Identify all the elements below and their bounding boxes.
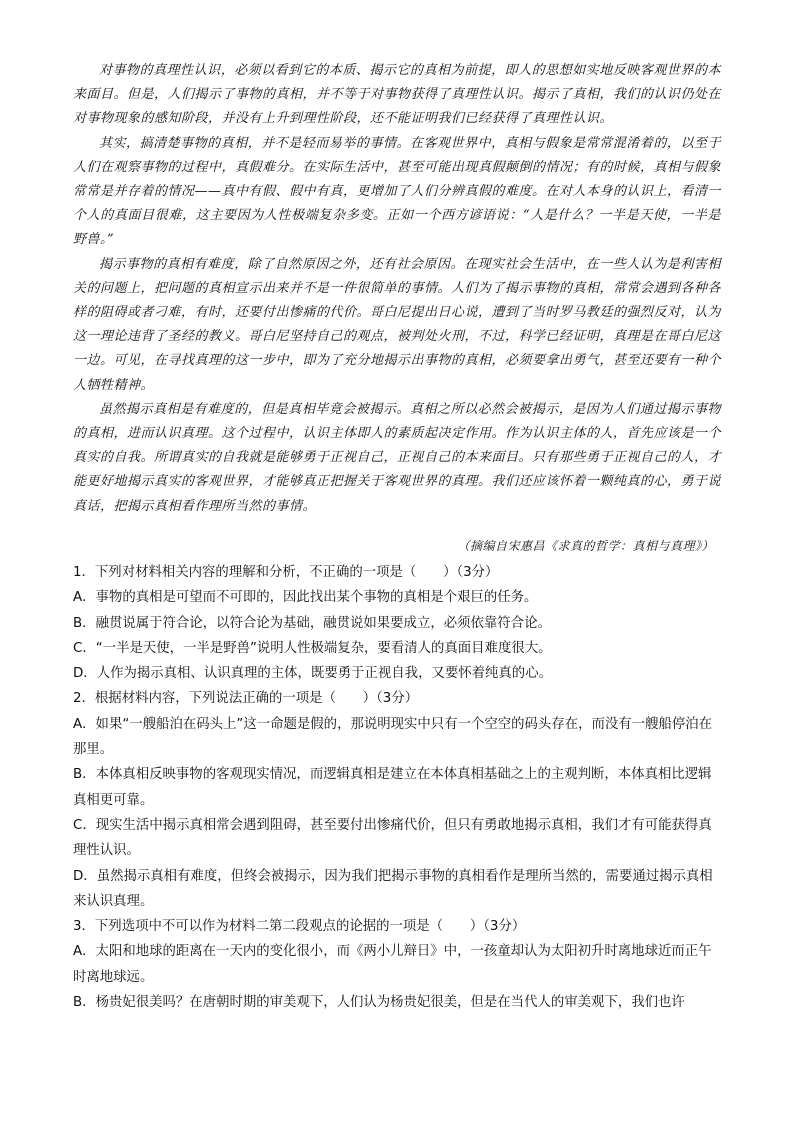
question-1-option-c[interactable]: C．“一半是天使，一半是野兽”说明人性极端复杂，要看清人的真面目难度很大。 [73,640,552,656]
passage-paragraph-4: 虽然揭示真相是有难度的，但是真相毕竟会被揭示。真相之所以必然会被揭示，是因为人们通过揭示事物的真相，进而认识真理。这个过程中，认识主体即人的素质起决定作用。作为认识主体的人，首先应该是一个真实的自我。所谓真实的自我就是能够勇于正视自己，正视自己的本来面目。只有那些勇于正视自己的人，才能更好地揭示真实的客观世界，才能够真正把握关于客观世界的真理。我们还应该怀着一颗纯真的心，勇于说真话，把揭示真相看作理所当然的事情。 [73,401,722,514]
question-1-option-a[interactable]: A．事物的真相是可望而不可即的，因此找出某个事物的真相是个艰巨的任务。 [73,590,538,606]
passage-paragraph-2: 其实，搞清楚事物的真相，并不是轻而易举的事情。在客观世界中，真相与假象是常常混淆着的，以至于人们在观察事物的过程中，真假难分。在实际生活中，甚至可能出现真假颠倒的情况；有的时候，真相与假象常常是并存着的情况——真中有假、假中有真，更增加了人们分辨真假的难度。在对人本身的认识上，看清一个人的真面目很难，这主要因为人性极端复杂多变。正如一个西方谚语说：“人是什么？一半是天使，一半是野兽。” [73,135,722,248]
passage-source: （摘编自宋惠昌《求真的哲学：真相与真理》） [457,539,714,553]
question-2-option-c[interactable]: C．现实生活中揭示真相常会遇到阻碍，甚至要付出惨痛代价，但只有勇敢地揭示真相，我们才有可能获得真理性认识。 [73,817,712,859]
question-2-option-a[interactable]: A．如果“一艘船泊在码头上”这一命题是假的，那说明现实中只有一个空空的码头存在，而没有一艘船停泊在那里。 [73,716,712,758]
question-1-option-d[interactable]: D．人作为揭示真相、认识真理的主体，既要勇于正视自我，又要怀着纯真的心。 [73,666,552,682]
question-2-option-d[interactable]: D．虽然揭示真相有难度，但终会被揭示，因为我们把揭示事物的真相看作是理所当然的，需要通过揭示真相来认识真理。 [73,868,713,909]
question-3-option-b[interactable]: B．杨贵妃很美吗？在唐朝时期的审美观下，人们认为杨贵妃很美，但是在当代人的审美观下，我们也许 [73,995,685,1011]
passage-paragraph-1: 对事物的真理性认识，必须以看到它的本质、揭示它的真相为前提，即人的思想如实地反映客观世界的本来面目。但是，人们揭示了事物的真相，并不等于对事物获得了真理性认识。揭示了真相，我们的认识仍处在对事物现象的感知阶段，并没有上升到理性阶段，还不能证明我们已经获得了真理性认识。 [73,63,722,127]
question-1-stem: 1．下列对材料相关内容的理解和分析，不正确的一项是（ ）（3分） [73,565,499,580]
passage-paragraph-3: 揭示事物的真相有难度，除了自然原因之外，还有社会原因。在现实社会生活中，在一些人认为是利害相关的问题上，把问题的真相宣示出来并不是一件很简单的事情。人们为了揭示事物的真相，常常会遇到各种各样的阻碍或者刁难，有时，还要付出惨痛的代价。哥白尼提出日心说，遭到了当时罗马教廷的强烈反对，认为这一理论违背了圣经的教义。哥白尼坚持自己的观点，被判处火刑，不过，科学已经证明，真理是在哥白尼这一边。可见，在寻找真理的这一步中，即为了充分地揭示出事物的真相，必须要拿出勇气，甚至还要有一种个人牺牲精神。 [73,256,722,393]
question-2-option-b[interactable]: B．本体真相反映事物的客观现实情况，而逻辑真相是建立在本体真相基础之上的主观判断，本体真相比逻辑真相更可靠。 [73,767,712,808]
question-3-stem: 3．下列选项中不可以作为材料二第二段观点的论据的一项是（ ）（3分） [73,919,526,935]
question-list [73,560,723,1015]
question-3-option-a[interactable]: A．太阳和地球的距离在一天内的变化很小，而《两小儿辩日》中，一孩童却认为太阳初升时离地球近而正午时离地球远。 [73,944,712,985]
question-2-stem: 2．根据材料内容，下列说法正确的一项是（ ）（3分） [73,691,419,707]
question-1-option-b[interactable]: B．融贯说属于符合论，以符合论为基础，融贯说如果要成立，必须依靠符合论。 [73,615,551,631]
reading-passage [73,59,721,519]
